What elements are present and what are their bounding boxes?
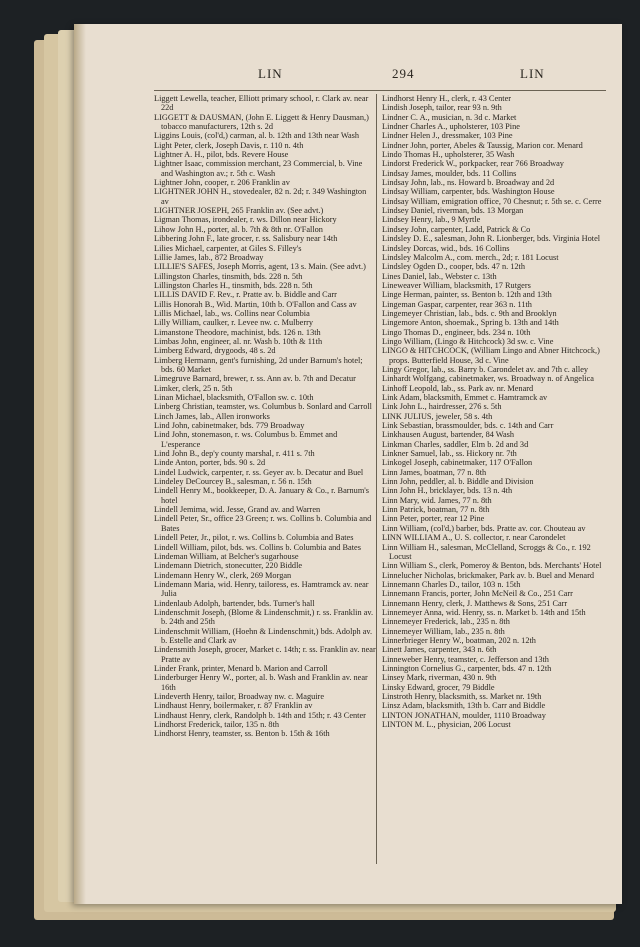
directory-entry: Limberg Edward, drygoods, 48 s. 2d: [154, 346, 276, 356]
directory-entry: Linn James, boatman, 77 n. 8th: [382, 467, 487, 477]
directory-entry: LINN WILLIAM A., U. S. collector, r. near Carondelet: [382, 533, 566, 543]
directory-entry: Lind John B., dep'y county marshal, r. 411 s. 7th: [154, 449, 315, 459]
page-header: [74, 66, 622, 86]
left-column: [154, 94, 376, 739]
directory-entry: Limberg Hermann, gent's furnishing, 2d under Barnum's hotel; bds. 60 Market: [154, 355, 363, 374]
directory-entry: Linnington Cornelius G., carpenter, bds. 47 n. 12th: [382, 663, 552, 673]
directory-entry: Linett James, carpenter, 343 n. 6th: [382, 645, 497, 655]
directory-entry: Lindner Helen J., dressmaker, 103 Pine: [382, 131, 513, 141]
directory-entry: Lindeley DeCourcey B., salesman, r. 56 n. 15th: [154, 477, 312, 487]
directory-entry: Lindel Ludwick, carpenter, r. ss. Geyer av. b. Decatur and Buel: [154, 467, 364, 477]
directory-entry: Lind John, cabinetmaker, bds. 779 Broadway: [154, 421, 305, 431]
column-divider: [376, 94, 377, 864]
directory-entry: Lindell Henry M., bookkeeper, D. A. January & Co., r. Barnum's hotel: [154, 486, 370, 505]
directory-entry: Linkogel Joseph, cabinetmaker, 117 O'Fallon: [382, 458, 533, 468]
header-rule: [154, 90, 606, 91]
directory-entry: Lilies Michael, carpenter, at Giles S. Filley's: [154, 243, 302, 253]
directory-entry: Lingemeyer Christian, lab., bds. c. 9th and Brooklyn: [382, 308, 557, 318]
directory-entry: Lindell Peter, Jr., pilot, r. ws. Collins b. Columbia and Bates: [154, 533, 354, 543]
directory-entry: Limegruve Barnard, brewer, r. ss. Ann av. b. 7th and Decatur: [154, 374, 356, 384]
directory-entry: Linn William S., clerk, Pomeroy & Benton, bds. Merchants' Hotel: [382, 561, 602, 571]
directory-entry: Libbering John F., late grocer, r. ss. Salisbury near 14th: [154, 234, 338, 244]
directory-entry: Lindemann Dietrich, stonecutter, 220 Biddle: [154, 561, 303, 571]
directory-entry: Lindeverth Henry, tailor, Broadway nw. c. Maguire: [154, 692, 325, 701]
directory-entry: Lindsley D. E., salesman, John R. Lionberger, bds. Virginia Hotel: [382, 234, 601, 244]
directory-entry: LINK JULIUS, jeweler, 58 s. 4th: [382, 411, 493, 421]
directory-entry: Lindemann Maria, wid. Henry, tailoress, es. Hamtramck av. near Julia: [154, 579, 369, 599]
directory-entry: Linnelucher Nicholas, brickmaker, Park av. b. Buel and Menard: [382, 570, 595, 580]
right-column: [382, 94, 604, 729]
directory-entry: LILLIS DAVID F. Rev., r. Pratte av. b. Biddle and Carr: [154, 290, 337, 300]
directory-entry: Lindell William, pilot, bds. ws. Collins b. Columbia and Bates: [154, 542, 361, 552]
directory-entry: Linkner Samuel, lab., ss. Hickory nr. 7th: [382, 449, 517, 459]
directory-entry: Lind John, stonemason, r. ws. Columbus b. Emmet and L'esperance: [154, 430, 338, 449]
directory-entry: Linnemann Charles D., tailor, 103 n. 15th: [382, 579, 521, 589]
directory-entry: Lindenschmit William, (Hoehn & Lindenschmit,) bds. Adolph av. b. Estelle and Clark av: [154, 626, 373, 645]
directory-entry: Lindsay John, lab., ns. Howard b. Broadway and 2d: [382, 178, 555, 188]
directory-entry: Linn Peter, porter, rear 12 Pine: [382, 514, 485, 524]
directory-entry: Linsz Adam, blacksmith, 13th b. Carr and Biddle: [382, 701, 546, 711]
directory-entry: Linn William, (col'd,) barber, bds. Pratte av. cor. Chouteau av: [382, 523, 586, 533]
directory-entry: LINGO & HITCHCOCK, (William Lingo and Abner Hitchcock,) props. Butterfield House, 3d c. Vine: [382, 346, 600, 365]
directory-entry: Lines Daniel, lab., Webster c. 13th: [382, 271, 497, 281]
directory-entry: Lindsley Ogden D., cooper, bds. 47 n. 12th: [382, 262, 525, 272]
directory-entry: Lillingston Charles, tinsmith, bds. 228 n. 5th: [154, 271, 303, 281]
directory-entry: Lillingston Charles H., tinsmith, bds. 228 n. 5th: [154, 280, 313, 290]
directory-entry: Lindsley Malcolm A., com. merch., 2d; r. 181 Locust: [382, 252, 559, 262]
directory-entry: Linch James, lab., Allen ironworks: [154, 411, 270, 421]
directory-entry: Linn Mary, wid. James, 77 n. 8th: [382, 495, 492, 505]
page-binding-shadow: [74, 24, 86, 904]
directory-entry: Linan Michael, blacksmith, O'Fallon sw. c. 10th: [154, 393, 314, 402]
directory-entry: Lindhorst Frederick, tailor, 135 n. 8th: [154, 720, 280, 730]
directory-entry: Lingo Thomas D., engineer, bds. 234 n. 10th: [382, 327, 531, 337]
directory-entry: Lindner John, porter, Abeles & Taussig, Marion cor. Menard: [382, 140, 583, 150]
directory-entry: Ligman Thomas, irondealer, r. ws. Dillon near Hickory: [154, 215, 337, 225]
directory-entry: Linnerbrieger Henry W., boatman, 202 n. 12th: [382, 635, 536, 645]
directory-entry: Lindhaust Henry, clerk, Randolph b. 14th and 15th; r. 43 Center: [154, 710, 366, 720]
directory-entry: LINTON JONATHAN, moulder, 1110 Broadway: [382, 710, 546, 720]
directory-entry: Lightner A. H., pilot, bds. Revere House: [154, 150, 289, 160]
directory-entry: Linnemeyer Anna, wid. Henry, ss. n. Market b. 14th and 15th: [382, 607, 586, 617]
directory-entry: LIGHTNER JOHN H., stovedealer, 82 n. 2d; r. 349 Washington av: [154, 187, 367, 206]
directory-entry: Link Sebastian, brassmoulder, bds. c. 14th and Carr: [382, 421, 554, 431]
directory-page: [74, 24, 622, 904]
directory-entry: Lihow John H., porter, al. b. 7th & 8th nr. O'Fallon: [154, 224, 323, 234]
directory-entry: Lilly William, caulker, r. Levee nw. c. Mulberry: [154, 318, 313, 328]
directory-entry: Linnemann Francis, porter, John McNeil & Co., 251 Carr: [382, 589, 573, 599]
directory-entry: Lindsay James, moulder, bds. 11 Collins: [382, 168, 517, 178]
directory-entry: Linkhausen August, bartender, 84 Wash: [382, 430, 515, 440]
directory-entry: Lindensmith Joseph, grocer, Market c. 14th; r. ss. Franklin av. near Pratte av: [154, 645, 376, 664]
directory-entry: Lindsey Daniel, riverman, bds. 13 Morgan: [382, 206, 524, 216]
directory-entry: Lindell Jemima, wid. Jesse, Grand av. and Warren: [154, 505, 321, 515]
directory-entry: Linder Frank, printer, Menard b. Marion and Carroll: [154, 663, 328, 673]
directory-entry: Lillie James, lab., 872 Broadway: [154, 252, 264, 262]
directory-entry: Lindsey John, carpenter, Ladd, Patrick & Co: [382, 224, 531, 234]
directory-entry: Lingemore Anton, shoemak., Spring b. 13th and 14th: [382, 318, 559, 328]
directory-entry: LIGHTNER JOSEPH, 265 Franklin av. (See advt.): [154, 206, 324, 216]
directory-entry: Linn John, peddler, al. b. Biddle and Division: [382, 477, 534, 487]
directory-entry: Lindeman William, at Belcher's sugarhouse: [154, 551, 299, 561]
directory-entry: Linnemeyer William, lab., 235 n. 8th: [382, 626, 505, 636]
directory-entry: Lindsley Dorcas, wid., bds. 16 Collins: [382, 243, 510, 253]
directory-entry: Link John L., hairdresser, 276 s. 5th: [382, 402, 502, 412]
directory-entry: Linneweber Henry, teamster, c. Jefferson and 13th: [382, 654, 549, 664]
directory-entry: Lineweaver William, blacksmith, 17 Rutgers: [382, 280, 531, 290]
directory-entry: Lillis Michael, lab., ws. Collins near Columbia: [154, 308, 310, 318]
directory-entry: Link Adam, blacksmith, Emmet c. Hamtramck av: [382, 393, 548, 402]
directory-entry: Lindner Charles A., upholsterer, 103 Pine: [382, 122, 520, 132]
directory-entry: Linberg Christian, teamster, ws. Columbus b. Sonlard and Carroll: [154, 402, 372, 412]
directory-entry: Linhoff Leopold, lab., ss. Park av. nr. Menard: [382, 383, 534, 393]
directory-entry: Linhardt Wolfgang, cabinetmaker, ws. Broadway n. of Angelica: [382, 374, 594, 384]
header-left-guide-word: LIN: [258, 66, 283, 81]
directory-entry: Lindhaust Henry, boilermaker, r. 87 Franklin av: [154, 701, 313, 711]
directory-entry: Lindo Thomas H., upholsterer, 35 Wash: [382, 150, 515, 160]
directory-entry: Lightner John, cooper, r. 206 Franklin av: [154, 178, 290, 188]
directory-entry: Lindish Joseph, tailor, rear 93 n. 9th: [382, 103, 502, 113]
page-number: 294: [392, 66, 415, 81]
directory-entry: Lillis Honorah B., Wid. Martin, 10th b. O'Fallon and Cass av: [154, 299, 357, 309]
directory-entry: Lindsay William, carpenter, bds. Washington House: [382, 187, 555, 197]
directory-entry: Lingo William, (Lingo & Hitchcock) 3d sw. c. Vine: [382, 336, 554, 346]
directory-entry: Limbas John, engineer, al. nr. Wash b. 10th & 11th: [154, 336, 323, 346]
directory-entry: Linsey Mark, riverman, 430 n. 9th: [382, 673, 497, 683]
directory-entry: LILLIE'S SAFES, Joseph Morris, agent, 13 s. Main. (See advt.): [154, 262, 366, 272]
directory-entry: Lightner Isaac, commission merchant, 23 Commercial, b. Vine and Washington av.; r. 5th c. Wash: [154, 159, 363, 178]
directory-entry: Linnemann Henry, clerk, J. Matthews & Sons, 251 Carr: [382, 598, 568, 608]
directory-entry: Linn Patrick, boatman, 77 n. 8th: [382, 505, 490, 515]
directory-entry: Lindhorst Henry H., clerk, r. 43 Center: [382, 94, 512, 103]
directory-entry: LINTON M. L., physician, 206 Locust: [382, 720, 511, 730]
directory-entry: Lindhorst Henry, teamster, ss. Benton b. 15th & 16th: [154, 729, 330, 739]
directory-entry: Linnemeyer Frederick, lab., 235 n. 8th: [382, 617, 510, 627]
directory-entry: Lindemann Henry W., clerk, 269 Morgan: [154, 570, 292, 580]
header-right-guide-word: LIN: [520, 66, 545, 81]
directory-entry: Lindsey Henry, lab., 9 Myrtle: [382, 215, 481, 225]
directory-entry: Limker, clerk, 25 n. 5th: [154, 383, 233, 393]
directory-entry: Linderburger Henry W., porter, al. b. Wash and Franklin av. near 16th: [154, 673, 368, 692]
directory-entry: Linn William H., salesman, McClelland, Scroggs & Co., r. 192 Locust: [382, 542, 591, 561]
directory-entry: Linde Anton, porter, bds. 90 s. 2d: [154, 458, 266, 468]
directory-entry: Lindell Peter, Sr., office 23 Green; r. ws. Collins b. Columbia and Bates: [154, 514, 372, 533]
directory-entry: Linn John H., bricklayer, bds. 13 n. 4th: [382, 486, 513, 496]
directory-entry: Liggins Louis, (col'd,) carman, al. b. 12th and 13th near Wash: [154, 131, 360, 141]
directory-entry: Lingy Gregor, lab., ss. Barry b. Carondelet av. and 7th c. alley: [382, 364, 589, 374]
directory-entry: Liggett Lewella, teacher, Elliott primary school, r. Clark av. near 22d: [154, 94, 369, 113]
directory-entry: Lindenschmit Joseph, (Blome & Lindenschmit,) r. ss. Franklin av. b. 24th and 25th: [154, 607, 374, 627]
directory-entry: Linge Herman, painter, ss. Benton b. 12th and 13th: [382, 290, 552, 300]
directory-entry: Linsky Edward, grocer, 79 Biddle: [382, 682, 495, 692]
directory-entry: Limanstone Theodore, machinist, bds. 126 n. 13th: [154, 327, 321, 337]
directory-entry: Linkman Charles, saddler, Elm b. 2d and 3d: [382, 439, 529, 449]
directory-entry: Lindsay William, emigration office, 70 Chesnut; r. 5th se. c. Cerre: [382, 196, 602, 206]
directory-entry: Lindenlaub Adolph, bartender, bds. Turner's hall: [154, 598, 315, 608]
directory-entry: Lindorst Frederick W., porkpacker, rear 766 Broadway: [382, 159, 564, 169]
directory-entry: Linstroth Henry, blacksmith, ss. Market nr. 19th: [382, 692, 542, 701]
directory-entry: Light Peter, clerk, Joseph Davis, r. 110 n. 4th: [154, 140, 304, 150]
directory-entry: Lingeman Gaspar, carpenter, rear 363 n. 11th: [382, 299, 532, 309]
directory-entry: LIGGETT & DAUSMAN, (John E. Liggett & Henry Dausman,) tobacco manufacturers, 12th s. 2d: [154, 112, 369, 132]
directory-entry: Lindner C. A., musician, n. 3d c. Market: [382, 112, 517, 122]
